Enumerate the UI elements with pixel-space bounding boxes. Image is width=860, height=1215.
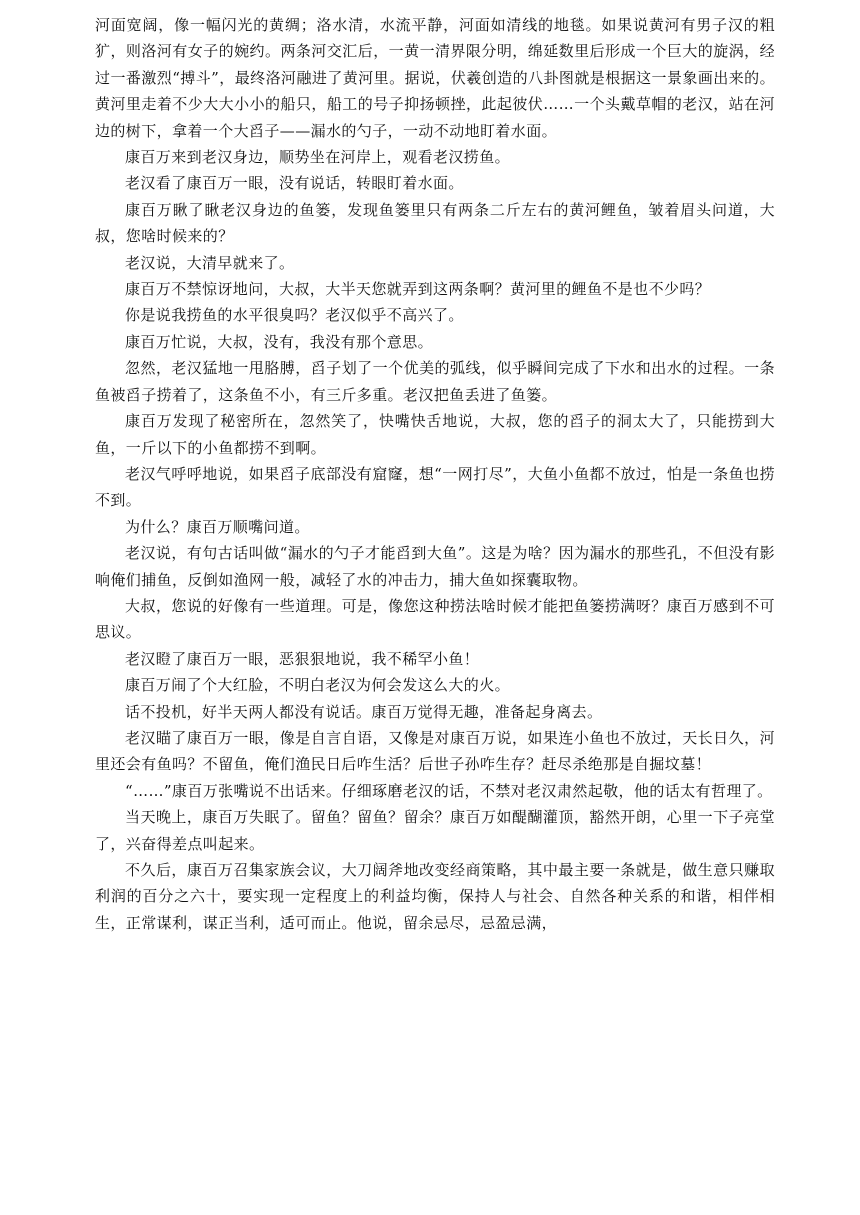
paragraph-fish-basket: 康百万瞅了瞅老汉身边的鱼篓，发现鱼篓里只有两条二斤左右的黄河鲤鱼，皱着眉头问道，大叔，您啥时候来的？ [95, 200, 775, 246]
paragraph-family-meeting: 不久后，康百万召集家族会议，大刀阔斧地改变经商策略，其中最主要一条就是，做生意只赚取利润的百分之六十，要实现一定程度上的利益均衡，保持人与社会、自然各种关系的和谐，相伴相生，正常谋利，谋正当利，适可而止。他说，留余忌尽，忌盈忌满， [95, 861, 775, 932]
paragraph-secret: 康百万发现了秘密所在，忽然笑了，快嘴快舌地说，大叔，您的舀子的洞太大了，只能捞到大鱼，一斤以下的小鱼都捞不到啊。 [95, 412, 775, 457]
paragraph-silence: 话不投机，好半天两人都没有说话。康百万觉得无趣，准备起身离去。 [125, 702, 603, 721]
paragraph-leaky-ladle: 老汉说，有句古话叫做“漏水的勺子才能舀到大鱼”。这是为啥？因为漏水的那些孔，不但没有影响俺们捕鱼，反倒如渔网一般，减轻了水的冲击力，捕大鱼如探囊取物。 [95, 544, 775, 589]
paragraph-kang-arrives: 康百万来到老汉身边，顺势坐在河岸上，观看老汉捞鱼。 [125, 148, 511, 167]
paragraph-kang-apologizes: 康百万忙说，大叔，没有，我没有那个意思。 [125, 332, 434, 351]
article-body [95, 12, 775, 936]
paragraph-old-man-glance: 老汉看了康百万一眼，没有说话，转眼盯着水面。 [125, 174, 464, 193]
paragraph-river-scene: 河面宽阔，像一幅闪光的黄绸；洛水清，水流平静，河面如清线的地毯。如果说黄河有男子汉的粗犷，则洛河有女子的婉约。两条河交汇后，一黄一清界限分明，绵延数里后形成一个巨大的旋涡，经过一番激烈“搏斗”，最终洛河融进了黄河里。据说，伏羲创造的八卦图就是根据这一景象画出来的。黄河里走着不少大大小小的船只，船工的号子抑扬顿挫，此起彼伏……一个头戴草帽的老汉，站在河边的树下，拿着一个大舀子——漏水的勺子，一动不动地盯着水面。 [95, 16, 775, 140]
paragraph-basket-full: 大叔，您说的好像有一些道理。可是，像您这种捞法啥时候才能把鱼篓捞满呀？康百万感到不可思议。 [95, 596, 775, 642]
paragraph-old-man-unhappy: 你是说我捞鱼的水平很臭吗？老汉似乎不高兴了。 [125, 306, 464, 325]
paragraph-why: 为什么？康百万顺嘴问道。 [125, 517, 310, 536]
paragraph-no-small-fish: 老汉瞪了康百万一眼，恶狠狠地说，我不稀罕小鱼！ [125, 649, 480, 668]
paragraph-catch: 忽然，老汉猛地一甩胳膊，舀子划了一个优美的弧线，似乎瞬间完成了下水和出水的过程。一条鱼被舀子捞着了，这条鱼不小，有三斤多重。老汉把鱼丢进了鱼篓。 [95, 359, 775, 404]
paragraph-kang-surprised: 康百万不禁惊讶地问，大叔，大半天您就弄到这两条啊？黄河里的鲤鱼不是也不少吗？ [125, 280, 711, 299]
paragraph-no-holes: 老汉气呼呼地说，如果舀子底部没有窟窿，想“一网打尽”，大鱼小鱼都不放过，怕是一条鱼也捞不到。 [95, 464, 775, 510]
paragraph-self-talk: 老汉瞄了康百万一眼，像是自言自语，又像是对康百万说，如果连小鱼也不放过，天长日久，河里还会有鱼吗？不留鱼，俺们渔民日后咋生活？后世子孙咋生存？赶尽杀绝那是自掘坟墓！ [95, 728, 775, 774]
paragraph-insomnia: 当天晚上，康百万失眠了。留鱼？留鱼？留余？康百万如醍醐灌顶，豁然开朗，心里一下子亮堂了，兴奋得差点叫起来。 [95, 808, 775, 853]
paragraph-early-morning: 老汉说，大清早就来了。 [125, 253, 295, 272]
paragraph-speechless: “……”康百万张嘴说不出话来。仔细琢磨老汉的话，不禁对老汉肃然起敬，他的话太有哲理了。 [125, 781, 773, 800]
paragraph-red-face: 康百万闹了个大红脸，不明白老汉为何会发这么大的火。 [125, 676, 511, 695]
